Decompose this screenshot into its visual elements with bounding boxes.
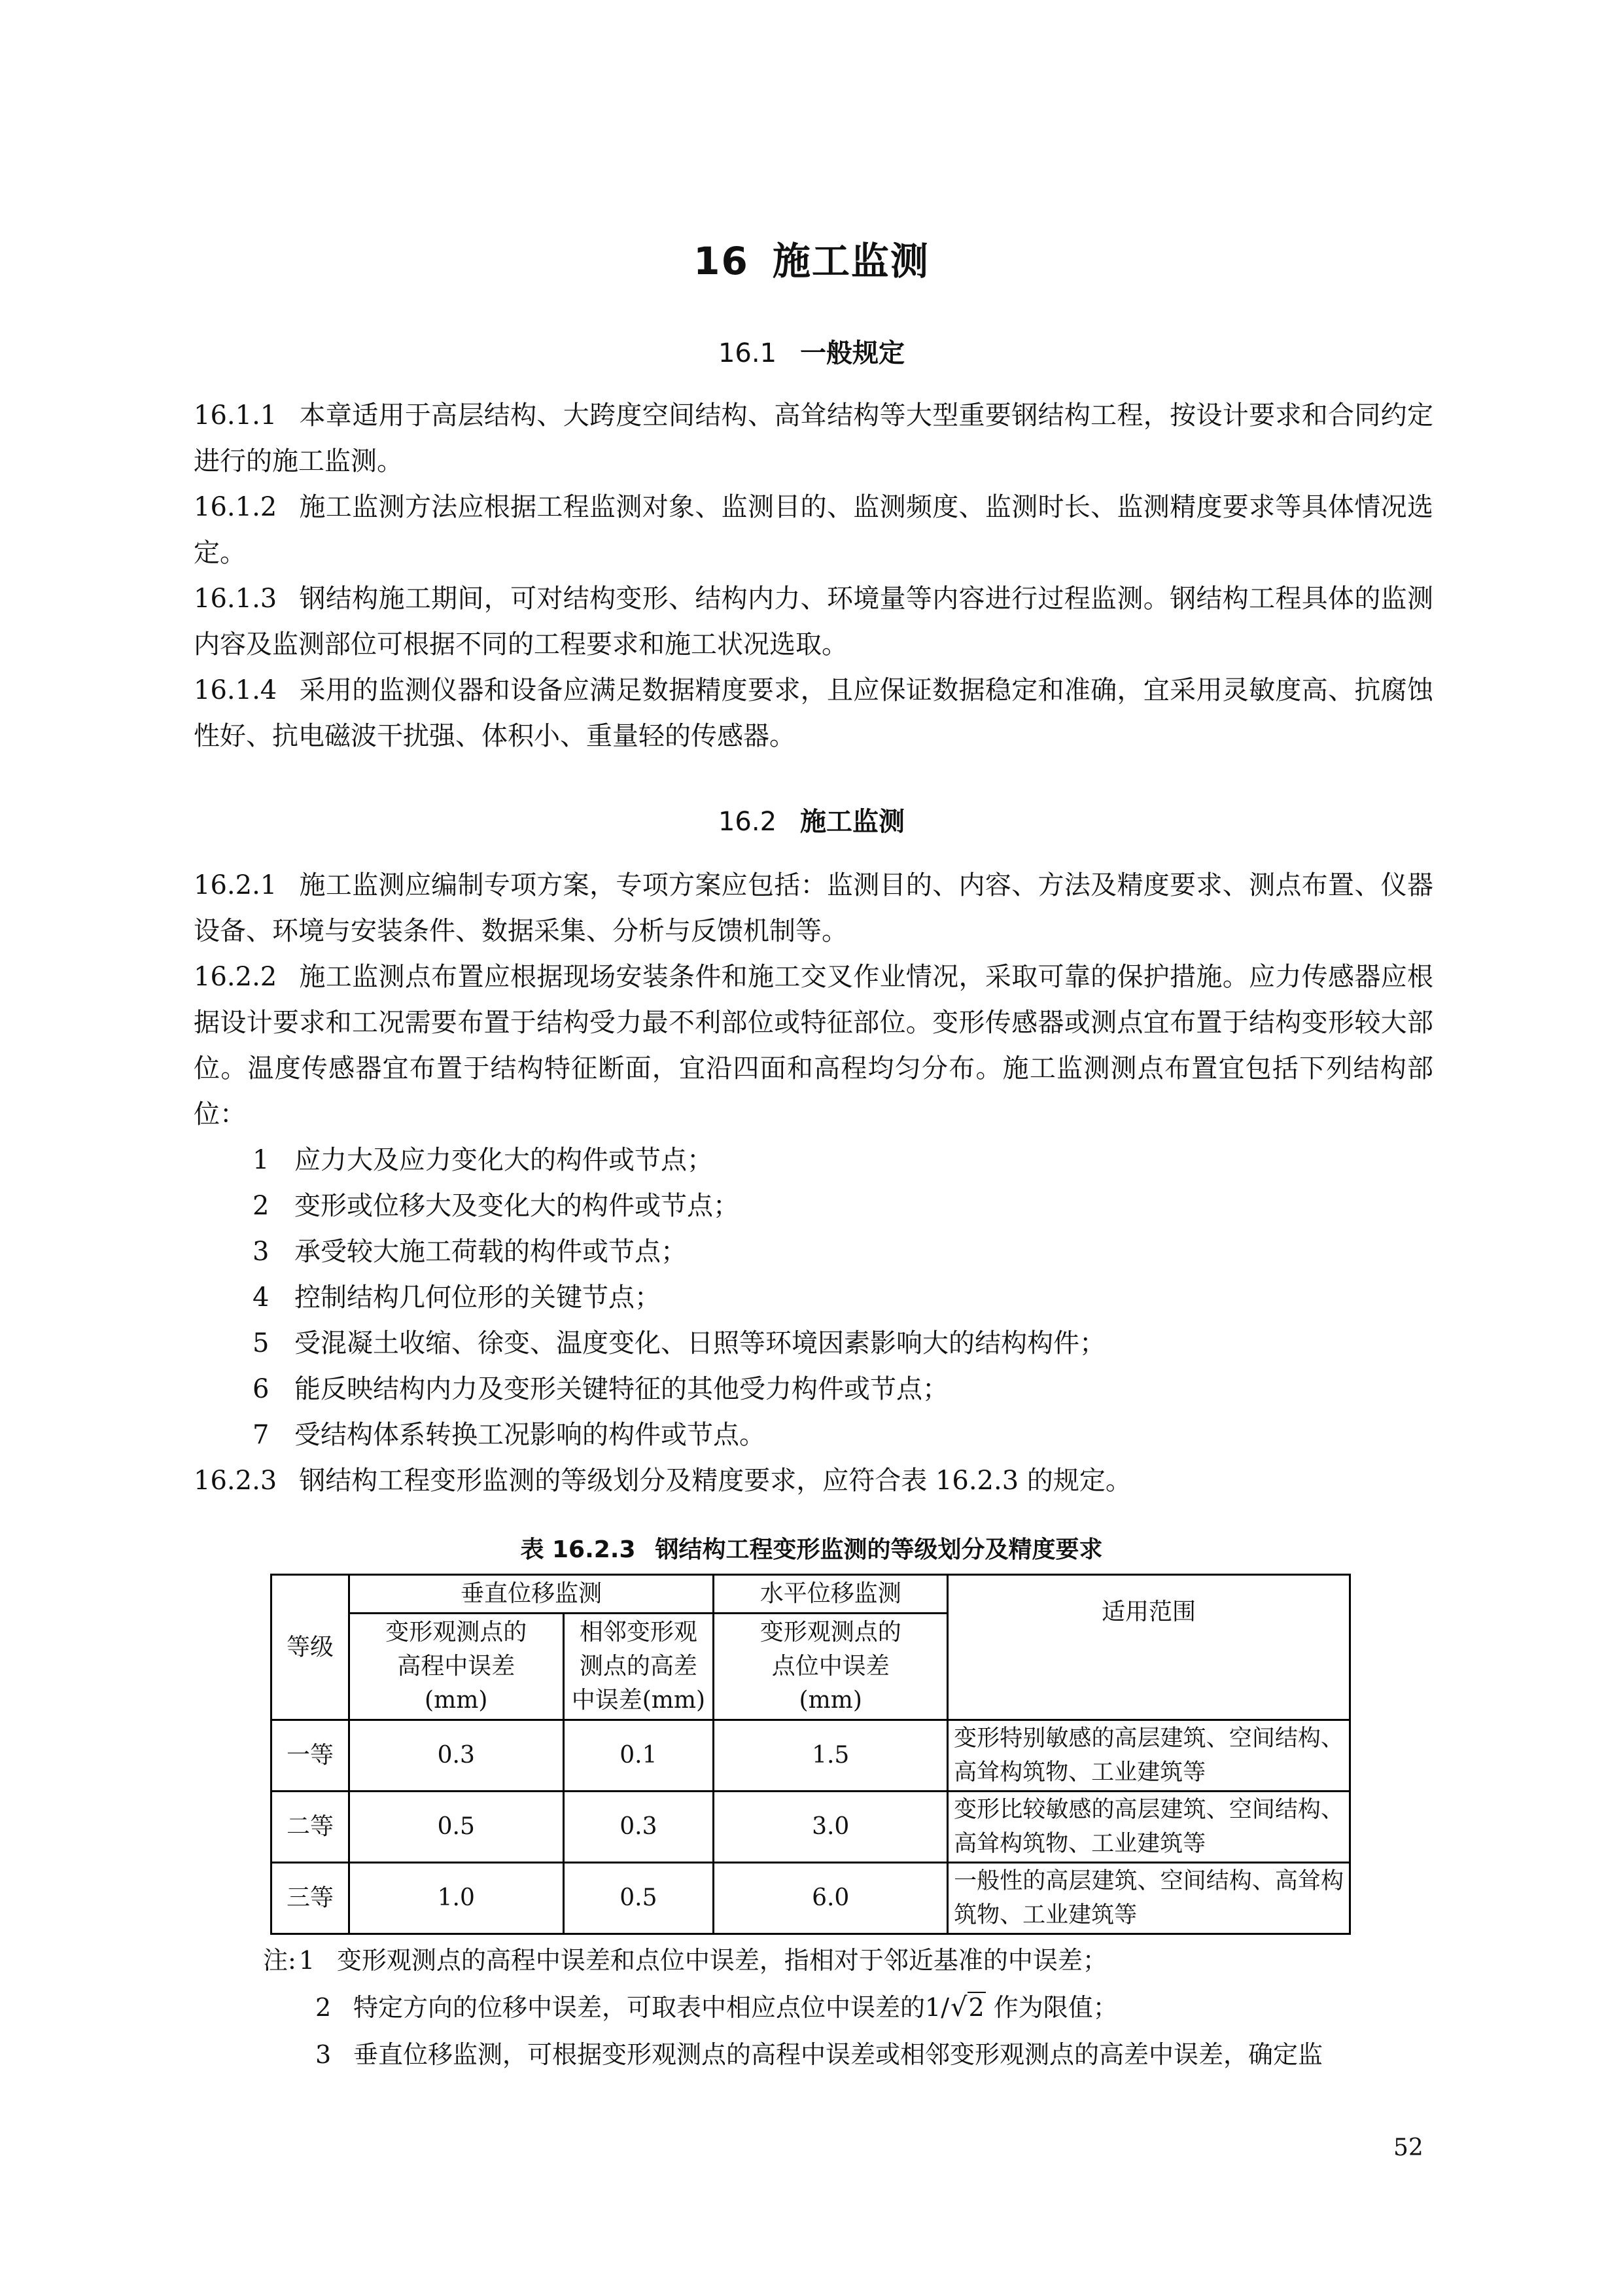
table-notes — [263, 1937, 1440, 2078]
clause-text: 采用的监测仪器和设备应满足数据精度要求，且应保证数据稳定和准确，宜采用灵敏度高、抗腐蚀性好、抗电磁波干扰强、体积小、重量轻的传感器。 — [194, 675, 1433, 751]
cell-scope: 一般性的高层建筑、空间结构、高耸构筑物、工业建筑等 — [948, 1863, 1350, 1934]
section-title-16-2 — [0, 801, 1623, 838]
section-number: 16.2 — [718, 807, 777, 837]
list-item — [253, 1229, 1433, 1275]
clause-16-1-4 — [194, 667, 1433, 759]
note-item — [263, 1937, 1440, 1984]
header-line: 变形观测点的 — [759, 1619, 901, 1646]
cell-scope: 变形特别敏感的高层建筑、空间结构、高耸构筑物、工业建筑等 — [948, 1720, 1350, 1792]
header-grade: 等级 — [271, 1575, 349, 1720]
radical-sign: √ — [951, 1992, 968, 2022]
table-row — [271, 1792, 1350, 1863]
cell-grade: 二等 — [271, 1792, 349, 1863]
radicand: 2 — [968, 1993, 985, 2022]
list-item-text: 应力大及应力变化大的构件或节点； — [294, 1145, 713, 1175]
list-item — [253, 1320, 1433, 1366]
list-item — [253, 1275, 1433, 1320]
clause-number: 16.1.2 — [194, 492, 277, 522]
header-line: (mm) — [425, 1687, 488, 1714]
clause-number: 16.1.1 — [194, 400, 277, 431]
list-item-number: 3 — [253, 1237, 270, 1267]
cell-grade: 一等 — [271, 1720, 349, 1792]
note-prefix: 注: — [263, 1946, 296, 1975]
list-item — [253, 1137, 1433, 1183]
cell-grade: 三等 — [271, 1863, 349, 1934]
note-text: 垂直位移监测，可根据变形观测点的高程中误差或相邻变形观测点的高差中误差，确定监 — [353, 2040, 1323, 2069]
header-line: 测点的高差 — [579, 1653, 697, 1680]
cell-h-position: 1.5 — [714, 1720, 948, 1792]
header-h-position — [714, 1614, 948, 1720]
note-number: 2 — [315, 1993, 332, 2022]
table-row — [271, 1720, 1350, 1792]
clause-text: 施工监测应编制专项方案，专项方案应包括：监测目的、内容、方法及精度要求、测点布置、仪器设备、环境与安装条件、数据采集、分析与反馈机制等。 — [194, 870, 1433, 946]
chapter-title — [0, 230, 1623, 285]
header-horizontal-group: 水平位移监测 — [714, 1575, 948, 1614]
cell-v-diff: 0.1 — [563, 1720, 714, 1792]
clause-16-1-3 — [194, 576, 1433, 667]
note-text-after: 作为限值； — [985, 1993, 1118, 2022]
header-line: 变形观测点的 — [385, 1619, 527, 1646]
header-line: 点位中误差 — [771, 1653, 890, 1680]
list-item-text: 能反映结构内力及变形关键特征的其他受力构件或节点； — [294, 1374, 949, 1404]
list-item — [253, 1366, 1433, 1412]
table-number: 表 16.2.3 — [520, 1536, 636, 1563]
list-item-text: 控制结构几何位形的关键节点； — [294, 1282, 661, 1313]
clause-text: 施工监测点布置应根据现场安装条件和施工交叉作业情况，采取可靠的保护措施。应力传感器应根据设计要求和工况需要布置于结构受力最不利部位或特征部位。变形传感器或测点宜布置于结构变形较大部位。温度传感器宜布置于结构特征断面，宜沿四面和高程均匀分布。施工监测测点布置宜包括下列结构部位： — [194, 962, 1433, 1129]
cell-h-position: 3.0 — [714, 1792, 948, 1863]
header-vertical-group: 垂直位移监测 — [349, 1575, 713, 1614]
clause-number: 16.2.2 — [194, 962, 277, 992]
cell-h-position: 6.0 — [714, 1863, 948, 1934]
section-number: 16.1 — [718, 338, 777, 368]
square-root — [949, 1984, 986, 2031]
clause-text: 钢结构施工期间，可对结构变形、结构内力、环境量等内容进行过程监测。钢结构工程具体的监测内容及监测部位可根据不同的工程要求和施工状况选取。 — [194, 584, 1433, 660]
chapter-number: 16 — [693, 239, 749, 283]
list-item-number: 7 — [253, 1420, 270, 1450]
list-item — [253, 1183, 1433, 1229]
header-line: 中误差(mm) — [571, 1687, 706, 1714]
section-title-16-1 — [0, 332, 1623, 370]
list-item-number: 4 — [253, 1282, 270, 1313]
math-fraction: 1/ — [925, 1993, 949, 2022]
clause-16-2-3 — [194, 1458, 1433, 1504]
cell-scope: 变形比较敏感的高层建筑、空间结构、高耸构筑物、工业建筑等 — [948, 1792, 1350, 1863]
list-item-text: 受混凝土收缩、徐变、温度变化、日照等环境因素影响大的结构构件； — [294, 1328, 1106, 1358]
clause-number: 16.1.3 — [194, 584, 277, 614]
cell-v-elevation: 1.0 — [349, 1863, 563, 1934]
header-line: 高程中误差 — [397, 1653, 515, 1680]
list-item-number: 5 — [253, 1328, 270, 1358]
note-text: 变形观测点的高程中误差和点位中误差，指相对于邻近基准的中误差； — [336, 1946, 1108, 1975]
clause-text: 施工监测方法应根据工程监测对象、监测目的、监测频度、监测时长、监测精度要求等具体情况选定。 — [194, 492, 1433, 568]
list-item-text: 变形或位移大及变化大的构件或节点； — [294, 1191, 739, 1221]
header-line: (mm) — [799, 1687, 862, 1714]
list-item-text: 受结构体系转换工况影响的构件或节点。 — [294, 1420, 765, 1450]
list-item-number: 1 — [253, 1145, 270, 1175]
table-caption-text: 钢结构工程变形监测的等级划分及精度要求 — [655, 1536, 1103, 1563]
clause-text: 本章适用于高层结构、大跨度空间结构、高耸结构等大型重要钢结构工程，按设计要求和合同约定进行的施工监测。 — [194, 400, 1433, 476]
list-item-number: 2 — [253, 1191, 270, 1221]
clause-number: 16.2.3 — [194, 1466, 277, 1496]
table-header-row — [271, 1575, 1350, 1614]
page-number: 52 — [1393, 2134, 1423, 2161]
note-number: 1 — [298, 1946, 315, 1975]
clause-number: 16.2.1 — [194, 870, 277, 900]
cell-v-elevation: 0.3 — [349, 1720, 563, 1792]
table-row — [271, 1863, 1350, 1934]
note-number: 3 — [315, 2040, 332, 2069]
section-title-text: 一般规定 — [800, 338, 905, 368]
chapter-title-text: 施工监测 — [772, 239, 930, 283]
header-v-diff — [563, 1614, 714, 1720]
note-item — [263, 1984, 1440, 2031]
list-item — [253, 1412, 1433, 1458]
section-title-text: 施工监测 — [800, 807, 905, 837]
list-item-number: 6 — [253, 1374, 270, 1404]
section-16-2-body — [194, 862, 1433, 1504]
clause-text: 钢结构工程变形监测的等级划分及精度要求，应符合表 16.2.3 的规定。 — [299, 1466, 1132, 1496]
header-scope: 适用范围 — [948, 1575, 1350, 1720]
header-line: 相邻变形观 — [579, 1619, 697, 1646]
list-item-text: 承受较大施工荷载的构件或节点； — [294, 1237, 687, 1267]
table-caption — [0, 1531, 1623, 1564]
note-item — [263, 2031, 1440, 2078]
cell-v-elevation: 0.5 — [349, 1792, 563, 1863]
note-text: 特定方向的位移中误差，可取表中相应点位中误差的 — [353, 1993, 926, 2022]
cell-v-diff: 0.3 — [563, 1792, 714, 1863]
section-16-1-body — [194, 393, 1433, 759]
header-v-elevation — [349, 1614, 563, 1720]
clause-16-2-1 — [194, 862, 1433, 954]
cell-v-diff: 0.5 — [563, 1863, 714, 1934]
clause-16-1-2 — [194, 484, 1433, 576]
clause-16-1-1 — [194, 393, 1433, 484]
clause-16-2-2 — [194, 954, 1433, 1137]
deformation-monitoring-table — [270, 1574, 1351, 1935]
clause-number: 16.1.4 — [194, 675, 277, 705]
